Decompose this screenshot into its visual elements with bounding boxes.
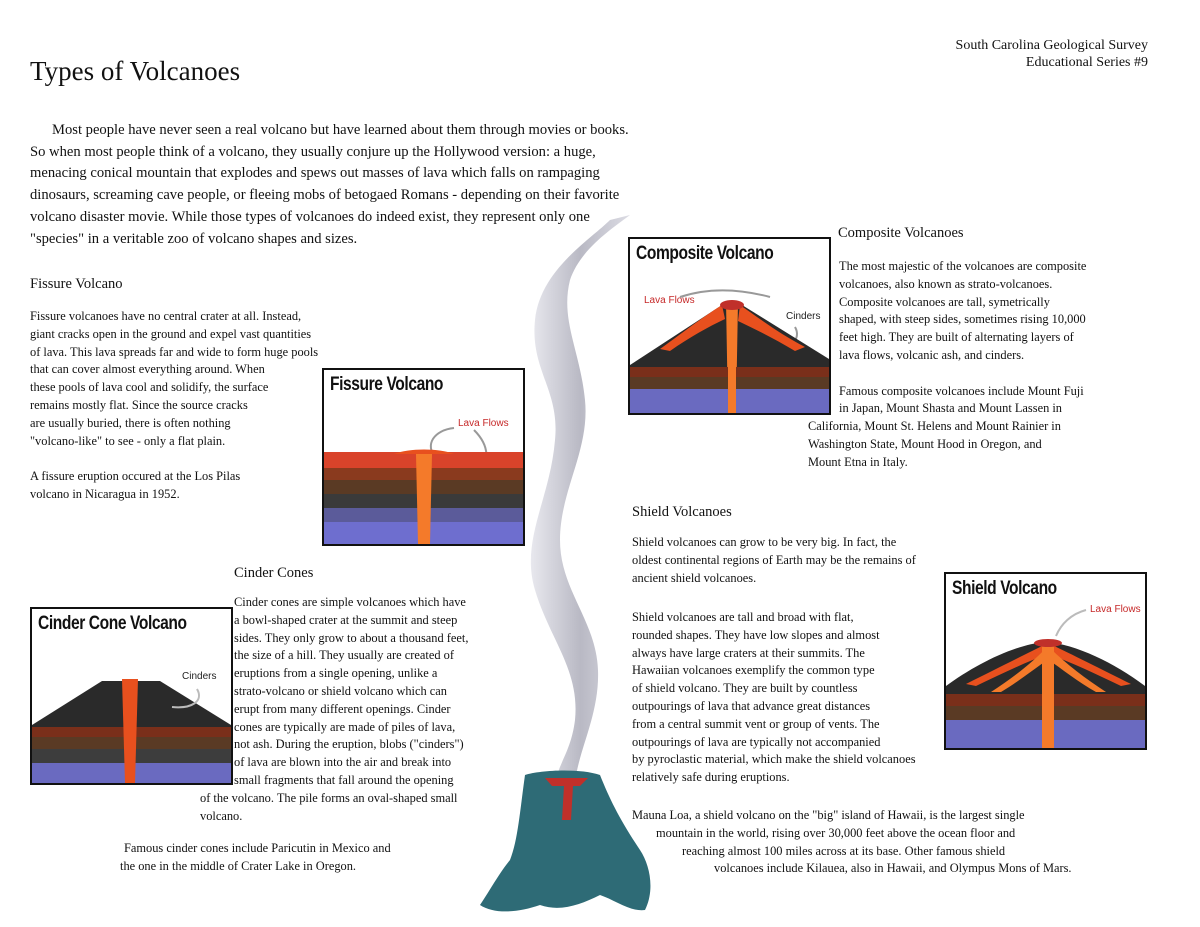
- composite-line: Composite volcanoes are tall, symetrically: [839, 294, 1050, 309]
- composite-line: volcanoes, also known as strato-volcanoes.: [839, 276, 1053, 291]
- shield-line: of shield volcano. They are built by countless: [632, 681, 858, 696]
- shield-line: by pyroclastic material, which make the shield volcanoes: [632, 752, 916, 767]
- mauna-line: volcanoes include Kilauea, also in Hawaii, and Olympus Mons of Mars.: [714, 861, 1072, 876]
- figure-title: Fissure Volcano: [330, 374, 444, 395]
- composite-line: The most majestic of the volcanoes are composite: [839, 259, 1087, 273]
- composite-line: feet high. They are built of alternating layers of: [839, 330, 1074, 345]
- page-title: Types of Volcanoes: [30, 56, 241, 86]
- shield-volcano-figure: [944, 572, 1147, 750]
- shield-line: rounded shapes. They have low slopes and almost: [632, 627, 880, 642]
- lava-flows-label: Lava Flows: [458, 418, 509, 429]
- mauna-loa-paragraph: [632, 807, 1152, 878]
- composite-line: lava flows, volcanic ash, and cinders.: [839, 347, 1025, 362]
- shield-intro-line: ancient shield volcanoes.: [632, 570, 757, 585]
- intro-paragraph: [30, 120, 790, 250]
- cinder-line: the size of a hill. They usually are created of: [234, 648, 454, 663]
- cinder-line: strato-volcano or shield volcano which can: [234, 683, 447, 698]
- intro-line: Most people have never seen a real volcano but have learned about them through movies or books.: [52, 122, 629, 138]
- cinder-line: sides. They only grow to about a thousand feet,: [234, 630, 469, 645]
- composite-famous-line: Famous composite volcanoes include Mount Fuji: [839, 383, 1084, 398]
- shield-intro: [632, 534, 992, 587]
- composite-famous-line: Mount Etna in Italy.: [808, 454, 908, 469]
- cinder-line: a bowl-shaped crater at the summit and steep: [234, 612, 458, 627]
- shield-heading: Shield Volcanoes: [632, 504, 732, 520]
- composite-line: shaped, with steep sides, sometimes rising 10,000: [839, 312, 1086, 327]
- fissure-line: of lava. This lava spreads far and wide to form huge pools: [30, 344, 319, 359]
- intro-line: menacing conical mountain that explodes and spews out masses of lava which falls on rampaging: [30, 165, 600, 182]
- cinder-line: erupt from many different openings. Cinder: [234, 701, 451, 716]
- figure-title: Composite Volcano: [636, 243, 774, 264]
- fissure-example-line: A fissure eruption occured at the Los Pilas: [30, 469, 241, 484]
- shield-line: outpourings of lava are typically not accompanied: [632, 734, 881, 749]
- shield-line: outpourings of lava that advance great distances: [632, 698, 871, 713]
- shield-intro-line: Shield volcanoes can grow to be very big. In fact, the: [632, 535, 897, 549]
- shield-intro-line: oldest continental regions of Earth may be the remains of: [632, 552, 916, 567]
- composite-famous-line: California, Mount St. Helens and Mount Rainier in: [808, 419, 1061, 434]
- lava-flows-label: Lava Flows: [644, 295, 695, 306]
- figure-title: Shield Volcano: [952, 578, 1057, 599]
- shield-line: from a central summit vent or group of vents. The: [632, 716, 880, 731]
- cinders-label: Cinders: [182, 671, 217, 682]
- cinder-line: cones are typically are made of piles of lava,: [234, 719, 456, 734]
- cinder-line: of lava are blown into the air and break into: [234, 755, 452, 770]
- cinder-line: small fragments that fall around the opening: [234, 772, 454, 787]
- mauna-line: reaching almost 100 miles across at its base. Other famous shield: [682, 843, 1006, 858]
- shield-line: always have large craters at their summits. The: [632, 645, 865, 660]
- intro-line: "species" in a veritable zoo of volcano shapes and sizes.: [30, 230, 358, 247]
- cinder-famous: [120, 840, 460, 876]
- composite-text: [808, 258, 1158, 472]
- fissure-line: remains mostly flat. Since the source cracks: [30, 397, 248, 412]
- lava-flows-label: Lava Flows: [1090, 604, 1141, 615]
- composite-heading: Composite Volcanoes: [838, 225, 964, 241]
- fissure-line: are usually buried, there is often nothing: [30, 415, 231, 430]
- cinder-line: volcano.: [200, 808, 243, 823]
- cinders-label: Cinders: [786, 311, 821, 322]
- shield-line: relatively safe during eruptions.: [632, 770, 790, 785]
- survey-name: South Carolina Geological Survey: [955, 38, 1148, 53]
- fissure-line: Fissure volcanoes have no central crater at all. Instead,: [30, 309, 302, 323]
- shield-text: [632, 609, 992, 787]
- composite-famous-line: Washington State, Mount Hood in Oregon, and: [808, 436, 1042, 451]
- cinder-line: of the volcano. The pile forms an oval-shaped small: [200, 790, 458, 805]
- fissure-line: giant cracks open in the ground and expel vast quantities: [30, 326, 312, 341]
- intro-line: So when most people think of a volcano, they usually conjure up the Hollywood version: a huge,: [30, 143, 596, 160]
- mauna-line: mountain in the world, rising over 30,000 feet above the ocean floor and: [656, 825, 1016, 840]
- cinder-famous-line: the one in the middle of Crater Lake in Oregon.: [120, 858, 357, 873]
- fissure-line: these pools of lava cool and solidify, the surface: [30, 380, 269, 395]
- cinder-line: eruptions from a single opening, unlike a: [234, 666, 438, 681]
- cinder-text: [200, 594, 530, 825]
- cinder-heading: Cinder Cones: [234, 565, 314, 581]
- fissure-volcano-figure: [322, 368, 525, 546]
- fissure-example-line: volcano in Nicaragua in 1952.: [30, 486, 180, 501]
- cinder-famous-line: Famous cinder cones include Paricutin in Mexico and: [124, 841, 391, 855]
- figure-title: Cinder Cone Volcano: [38, 613, 187, 634]
- series-number: Educational Series #9: [1025, 55, 1148, 70]
- fissure-line: "volcano-like" to see - only a flat plain.: [30, 433, 226, 448]
- cinder-line: Cinder cones are simple volcanoes which have: [234, 595, 466, 609]
- shield-line: Shield volcanoes are tall and broad with flat,: [632, 610, 854, 624]
- fissure-heading: Fissure Volcano: [30, 276, 123, 292]
- cinder-line: not ash. During the eruption, blobs ("cinders"): [234, 737, 464, 752]
- smoke-plume: [531, 215, 630, 795]
- survey-credit: [956, 37, 1148, 71]
- intro-line: volcano disaster movie. While those types of volcanoes do indeed exist, they represent only one: [30, 208, 590, 225]
- shield-line: Hawaiian volcanoes exemplify the common type: [632, 663, 875, 678]
- cinder-cone-figure: [30, 607, 233, 785]
- composite-famous-line: in Japan, Mount Shasta and Mount Lassen in: [839, 401, 1063, 416]
- composite-volcano-figure: [628, 237, 831, 415]
- mauna-line: Mauna Loa, a shield volcano on the "big" island of Hawaii, is the largest single: [632, 808, 1025, 822]
- fissure-line: that can cover almost everything around. When: [30, 362, 265, 377]
- intro-line: dinosaurs, screaming cave people, or fleeing mobs of betogaed Romans - depending on their favorite: [30, 187, 620, 204]
